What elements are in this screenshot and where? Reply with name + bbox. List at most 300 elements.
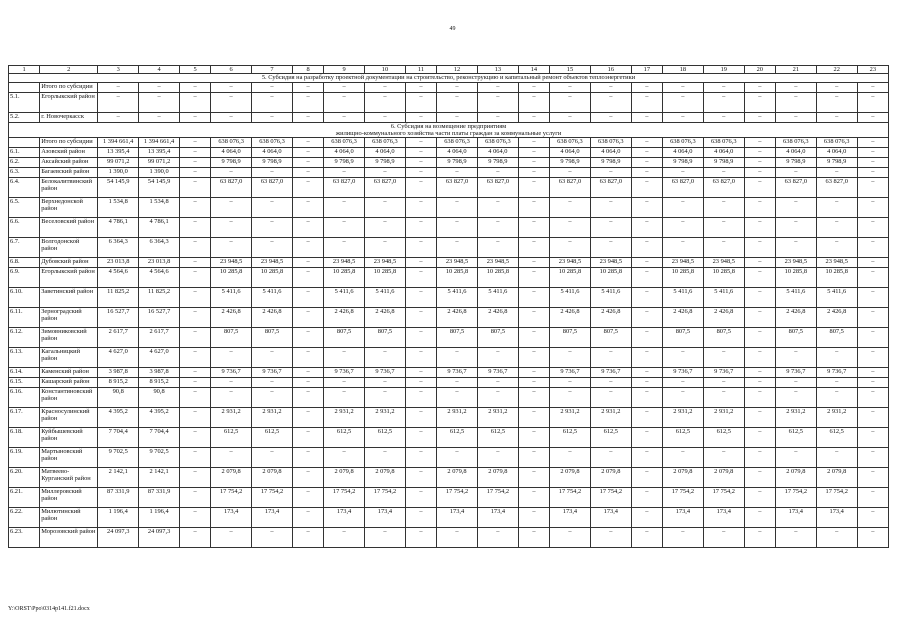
value-cell: –	[180, 468, 211, 488]
value-cell: 10 285,8	[211, 268, 252, 288]
column-number: 9	[324, 66, 365, 74]
row-number: 6.10.	[9, 288, 40, 308]
value-cell: 10 285,8	[365, 268, 406, 288]
value-cell: –	[631, 168, 662, 178]
value-cell: –	[292, 378, 323, 388]
value-cell: 63 827,0	[437, 178, 478, 198]
value-cell: –	[631, 178, 662, 198]
value-cell: –	[775, 218, 816, 238]
value-cell: 4 064,0	[211, 148, 252, 158]
value-cell: 2 426,8	[365, 308, 406, 328]
value-cell: –	[405, 408, 436, 428]
value-cell: –	[292, 238, 323, 258]
value-cell: –	[437, 528, 478, 548]
column-number: 7	[252, 66, 293, 74]
district-name: Дубовский район	[40, 258, 98, 268]
district-name: Багаевский район	[40, 168, 98, 178]
value-cell: –	[631, 158, 662, 168]
value-cell: 99 071,2	[98, 158, 139, 168]
value-cell: –	[292, 448, 323, 468]
column-number: 8	[292, 66, 323, 74]
value-cell: 8 915,2	[139, 378, 180, 388]
value-cell: –	[518, 178, 549, 198]
value-cell: –	[775, 448, 816, 468]
value-cell: 5 411,6	[816, 288, 857, 308]
value-cell: –	[744, 148, 775, 158]
value-cell: 9 702,5	[98, 448, 139, 468]
value-cell: –	[662, 238, 703, 258]
value-cell: –	[857, 138, 888, 148]
value-cell: 612,5	[590, 428, 631, 448]
value-cell: –	[180, 308, 211, 328]
value-cell: –	[365, 93, 406, 113]
value-cell: –	[477, 378, 518, 388]
value-cell: 173,4	[590, 508, 631, 528]
value-cell: –	[631, 218, 662, 238]
value-cell: 2 142,1	[98, 468, 139, 488]
value-cell: –	[518, 168, 549, 178]
column-number: 15	[550, 66, 591, 74]
value-cell: 23 948,5	[365, 258, 406, 268]
table-row	[9, 168, 889, 178]
value-cell: –	[324, 388, 365, 408]
value-cell: 23 948,5	[550, 258, 591, 268]
subsidy-table	[8, 65, 889, 548]
value-cell: 2 079,8	[211, 468, 252, 488]
value-cell: –	[631, 468, 662, 488]
value-cell: 10 285,8	[590, 268, 631, 288]
value-cell: –	[211, 83, 252, 93]
value-cell: –	[477, 448, 518, 468]
section-title-line: жилищно-коммунального хозяйства части платы граждан за коммунальные услуги	[335, 130, 562, 137]
value-cell: –	[292, 408, 323, 428]
value-cell: –	[518, 428, 549, 448]
value-cell: 638 076,3	[324, 138, 365, 148]
value-cell: –	[324, 348, 365, 368]
value-cell: 5 411,6	[550, 288, 591, 308]
value-cell: 99 071,2	[139, 158, 180, 168]
table-row	[9, 388, 889, 408]
value-cell: –	[252, 218, 293, 238]
value-cell: –	[775, 528, 816, 548]
value-cell: 17 754,2	[324, 488, 365, 508]
value-cell: 638 076,3	[590, 138, 631, 148]
value-cell: –	[211, 348, 252, 368]
table-row	[9, 148, 889, 158]
value-cell: 9 798,9	[324, 158, 365, 168]
value-cell: –	[662, 348, 703, 368]
value-cell: –	[405, 258, 436, 268]
value-cell: 2 931,2	[252, 408, 293, 428]
value-cell: 2 931,2	[324, 408, 365, 428]
value-cell: –	[365, 168, 406, 178]
value-cell: 638 076,3	[775, 138, 816, 148]
value-cell: –	[631, 198, 662, 218]
value-cell: –	[292, 328, 323, 348]
value-cell: –	[857, 258, 888, 268]
value-cell: 4 627,0	[98, 348, 139, 368]
value-cell: –	[550, 378, 591, 388]
value-cell: –	[744, 93, 775, 113]
value-cell: 3 987,8	[139, 368, 180, 378]
value-cell: –	[365, 388, 406, 408]
table-row	[9, 308, 889, 328]
value-cell: 1 390,0	[139, 168, 180, 178]
value-cell: –	[775, 348, 816, 368]
value-cell: 63 827,0	[477, 178, 518, 198]
column-number: 4	[139, 66, 180, 74]
value-cell: 2 426,8	[816, 308, 857, 328]
value-cell: –	[405, 368, 436, 378]
value-cell: –	[180, 448, 211, 468]
value-cell: 4 064,0	[365, 148, 406, 158]
value-cell: 23 948,5	[252, 258, 293, 268]
value-cell: 23 948,5	[437, 258, 478, 268]
value-cell: –	[775, 83, 816, 93]
value-cell: 63 827,0	[662, 178, 703, 198]
value-cell: 87 331,9	[139, 488, 180, 508]
value-cell: –	[857, 198, 888, 218]
value-cell: –	[180, 488, 211, 508]
value-cell: –	[857, 158, 888, 168]
value-cell: –	[324, 168, 365, 178]
district-name: Верхнедонской район	[40, 198, 98, 218]
value-cell: 5 411,6	[775, 288, 816, 308]
value-cell: –	[252, 448, 293, 468]
value-cell: –	[744, 198, 775, 218]
value-cell: –	[180, 158, 211, 168]
row-number: 6.22.	[9, 508, 40, 528]
value-cell: –	[550, 348, 591, 368]
value-cell: –	[857, 178, 888, 198]
table-row	[9, 328, 889, 348]
value-cell: 63 827,0	[550, 178, 591, 198]
value-cell: 23 948,5	[590, 258, 631, 268]
value-cell: 9 736,7	[662, 368, 703, 378]
value-cell: –	[703, 378, 744, 388]
value-cell: –	[744, 378, 775, 388]
value-cell: –	[775, 113, 816, 123]
value-cell: –	[324, 113, 365, 123]
value-cell: –	[631, 268, 662, 288]
value-cell: 1 394 661,4	[139, 138, 180, 148]
value-cell: –	[252, 378, 293, 388]
value-cell: 4 064,0	[816, 148, 857, 158]
value-cell: –	[405, 168, 436, 178]
value-cell: –	[405, 488, 436, 508]
value-cell: 90,8	[139, 388, 180, 408]
value-cell: –	[405, 428, 436, 448]
value-cell: –	[477, 83, 518, 93]
value-cell: –	[816, 448, 857, 468]
district-name: Куйбышевский район	[40, 428, 98, 448]
value-cell: 9 736,7	[775, 368, 816, 378]
value-cell: –	[518, 508, 549, 528]
value-cell: –	[477, 198, 518, 218]
value-cell: 3 987,8	[98, 368, 139, 378]
value-cell: –	[518, 148, 549, 158]
value-cell: 10 285,8	[703, 268, 744, 288]
value-cell: 63 827,0	[252, 178, 293, 198]
value-cell: 8 915,2	[98, 378, 139, 388]
value-cell: 2 079,8	[550, 468, 591, 488]
district-name: Морозовский район	[40, 528, 98, 548]
district-name: Зимовниковский район	[40, 328, 98, 348]
value-cell: 2 931,2	[775, 408, 816, 428]
value-cell: –	[590, 168, 631, 178]
value-cell: 2 931,2	[590, 408, 631, 428]
value-cell: –	[631, 308, 662, 328]
table-row	[9, 468, 889, 488]
value-cell: 63 827,0	[590, 178, 631, 198]
value-cell: –	[744, 138, 775, 148]
value-cell: –	[518, 308, 549, 328]
value-cell: 9 736,7	[816, 368, 857, 378]
value-cell: 4 064,0	[662, 148, 703, 158]
value-cell: 173,4	[211, 508, 252, 528]
value-cell: –	[631, 113, 662, 123]
value-cell: –	[816, 238, 857, 258]
table-row	[9, 238, 889, 258]
value-cell: 2 079,8	[703, 468, 744, 488]
value-cell: 9 798,9	[550, 158, 591, 168]
value-cell: –	[405, 93, 436, 113]
value-cell: –	[744, 448, 775, 468]
value-cell: –	[816, 198, 857, 218]
value-cell: 638 076,3	[365, 138, 406, 148]
value-cell: –	[365, 218, 406, 238]
value-cell: –	[857, 388, 888, 408]
value-cell: –	[405, 468, 436, 488]
value-cell: 9 798,9	[365, 158, 406, 168]
value-cell: 17 754,2	[211, 488, 252, 508]
value-cell: –	[292, 368, 323, 378]
row-number: 6.13.	[9, 348, 40, 368]
value-cell: 2 079,8	[662, 468, 703, 488]
value-cell: –	[857, 488, 888, 508]
value-cell: 2 079,8	[365, 468, 406, 488]
value-cell: 173,4	[550, 508, 591, 528]
row-number: 6.17.	[9, 408, 40, 428]
value-cell: –	[211, 198, 252, 218]
value-cell: –	[518, 448, 549, 468]
value-cell: –	[477, 388, 518, 408]
table-row	[9, 378, 889, 388]
value-cell: –	[324, 198, 365, 218]
value-cell: 638 076,3	[816, 138, 857, 148]
value-cell: –	[744, 528, 775, 548]
value-cell: 9 736,7	[590, 368, 631, 378]
table-row	[9, 528, 889, 548]
value-cell: 4 064,0	[775, 148, 816, 158]
district-name: Азовский район	[40, 148, 98, 158]
value-cell: –	[550, 198, 591, 218]
value-cell: –	[211, 113, 252, 123]
value-cell: –	[816, 113, 857, 123]
section-title	[9, 123, 889, 138]
value-cell: –	[292, 178, 323, 198]
value-cell: 23 013,8	[98, 258, 139, 268]
value-cell: 54 145,9	[139, 178, 180, 198]
value-cell: 612,5	[703, 428, 744, 448]
value-cell: 9 798,9	[590, 158, 631, 168]
value-cell: –	[631, 238, 662, 258]
value-cell: –	[550, 448, 591, 468]
value-cell: –	[590, 528, 631, 548]
value-cell: 638 076,3	[437, 138, 478, 148]
value-cell: –	[252, 238, 293, 258]
row-number: 5.1.	[9, 93, 40, 113]
value-cell: –	[744, 428, 775, 448]
value-cell: 807,5	[252, 328, 293, 348]
value-cell: –	[365, 198, 406, 218]
row-number: 6.20.	[9, 468, 40, 488]
value-cell: –	[550, 528, 591, 548]
value-cell: –	[744, 168, 775, 178]
table-row	[9, 368, 889, 378]
value-cell: –	[180, 148, 211, 158]
value-cell: 2 931,2	[550, 408, 591, 428]
value-cell: 13 395,4	[98, 148, 139, 158]
value-cell: –	[744, 488, 775, 508]
value-cell: 4 064,0	[477, 148, 518, 158]
value-cell: –	[405, 388, 436, 408]
value-cell: 23 948,5	[477, 258, 518, 268]
value-cell: –	[477, 528, 518, 548]
value-cell: 4 786,1	[139, 218, 180, 238]
value-cell: –	[292, 138, 323, 148]
value-cell: –	[139, 83, 180, 93]
value-cell: –	[590, 238, 631, 258]
value-cell: –	[180, 368, 211, 378]
value-cell: –	[550, 218, 591, 238]
value-cell: –	[590, 388, 631, 408]
value-cell: –	[518, 328, 549, 348]
value-cell: –	[405, 178, 436, 198]
value-cell: 2 079,8	[775, 468, 816, 488]
value-cell: –	[405, 198, 436, 218]
row-number: 5.2.	[9, 113, 40, 123]
table-row	[9, 218, 889, 238]
value-cell: 173,4	[662, 508, 703, 528]
value-cell: –	[518, 488, 549, 508]
column-number: 23	[857, 66, 888, 74]
value-cell: 6 364,3	[139, 238, 180, 258]
value-cell: 5 411,6	[365, 288, 406, 308]
column-number: 3	[98, 66, 139, 74]
value-cell: –	[816, 168, 857, 178]
value-cell: –	[662, 113, 703, 123]
value-cell: 4 395,2	[139, 408, 180, 428]
value-cell: 54 145,9	[98, 178, 139, 198]
value-cell: –	[405, 328, 436, 348]
value-cell: 17 754,2	[703, 488, 744, 508]
value-cell: –	[662, 448, 703, 468]
value-cell: –	[590, 218, 631, 238]
district-name: Аксайский район	[40, 158, 98, 168]
value-cell: –	[662, 168, 703, 178]
value-cell: 1 196,4	[98, 508, 139, 528]
value-cell: 612,5	[816, 428, 857, 448]
district-name: Зерноградский район	[40, 308, 98, 328]
value-cell: 9 736,7	[252, 368, 293, 378]
district-name: Егорлыкский район	[40, 268, 98, 288]
value-cell: –	[703, 388, 744, 408]
value-cell: 10 285,8	[477, 268, 518, 288]
value-cell: 9 702,5	[139, 448, 180, 468]
column-number: 17	[631, 66, 662, 74]
value-cell: –	[631, 138, 662, 148]
value-cell: 5 411,6	[437, 288, 478, 308]
value-cell: 4 395,2	[98, 408, 139, 428]
value-cell: –	[180, 178, 211, 198]
value-cell: –	[211, 238, 252, 258]
value-cell: 9 798,9	[662, 158, 703, 168]
value-cell: –	[180, 288, 211, 308]
value-cell: –	[857, 308, 888, 328]
value-cell: –	[292, 528, 323, 548]
value-cell: –	[518, 268, 549, 288]
value-cell: 173,4	[365, 508, 406, 528]
value-cell: –	[292, 198, 323, 218]
value-cell: –	[857, 218, 888, 238]
value-cell: 807,5	[550, 328, 591, 348]
value-cell: –	[518, 113, 549, 123]
value-cell: –	[292, 158, 323, 168]
value-cell: –	[324, 238, 365, 258]
value-cell: –	[292, 168, 323, 178]
table-row	[9, 198, 889, 218]
value-cell: –	[180, 218, 211, 238]
value-cell: –	[518, 158, 549, 168]
value-cell: 63 827,0	[816, 178, 857, 198]
value-cell: 63 827,0	[775, 178, 816, 198]
district-name: Милютинский район	[40, 508, 98, 528]
value-cell: 612,5	[324, 428, 365, 448]
value-cell: –	[365, 113, 406, 123]
value-cell: –	[744, 178, 775, 198]
value-cell: –	[744, 508, 775, 528]
value-cell: 10 285,8	[775, 268, 816, 288]
row-number: 6.21.	[9, 488, 40, 508]
section-title: 5. Субсидия на разработку проектной документации на строительство, реконструкцию и капитальный ремонт объектов теплоэнергетики	[9, 74, 889, 83]
value-cell: –	[365, 238, 406, 258]
value-cell: –	[662, 198, 703, 218]
table-row	[9, 348, 889, 368]
value-cell: –	[816, 388, 857, 408]
row-number: 6.14.	[9, 368, 40, 378]
value-cell: 4 064,0	[437, 148, 478, 158]
column-number: 20	[744, 66, 775, 74]
value-cell: –	[631, 288, 662, 308]
value-cell: –	[550, 168, 591, 178]
value-cell: –	[631, 83, 662, 93]
value-cell: –	[744, 468, 775, 488]
value-cell: 10 285,8	[324, 268, 365, 288]
value-cell: 9 798,9	[252, 158, 293, 168]
value-cell: –	[631, 528, 662, 548]
value-cell: 612,5	[775, 428, 816, 448]
value-cell: –	[857, 428, 888, 448]
value-cell: 638 076,3	[703, 138, 744, 148]
file-path-footer: Y:\ORST\Ppo\0314p141.f21.docx	[8, 606, 90, 612]
value-cell: –	[292, 288, 323, 308]
value-cell: –	[518, 468, 549, 488]
column-number: 5	[180, 66, 211, 74]
value-cell: –	[857, 268, 888, 288]
value-cell: –	[631, 93, 662, 113]
district-name: Каменский район	[40, 368, 98, 378]
